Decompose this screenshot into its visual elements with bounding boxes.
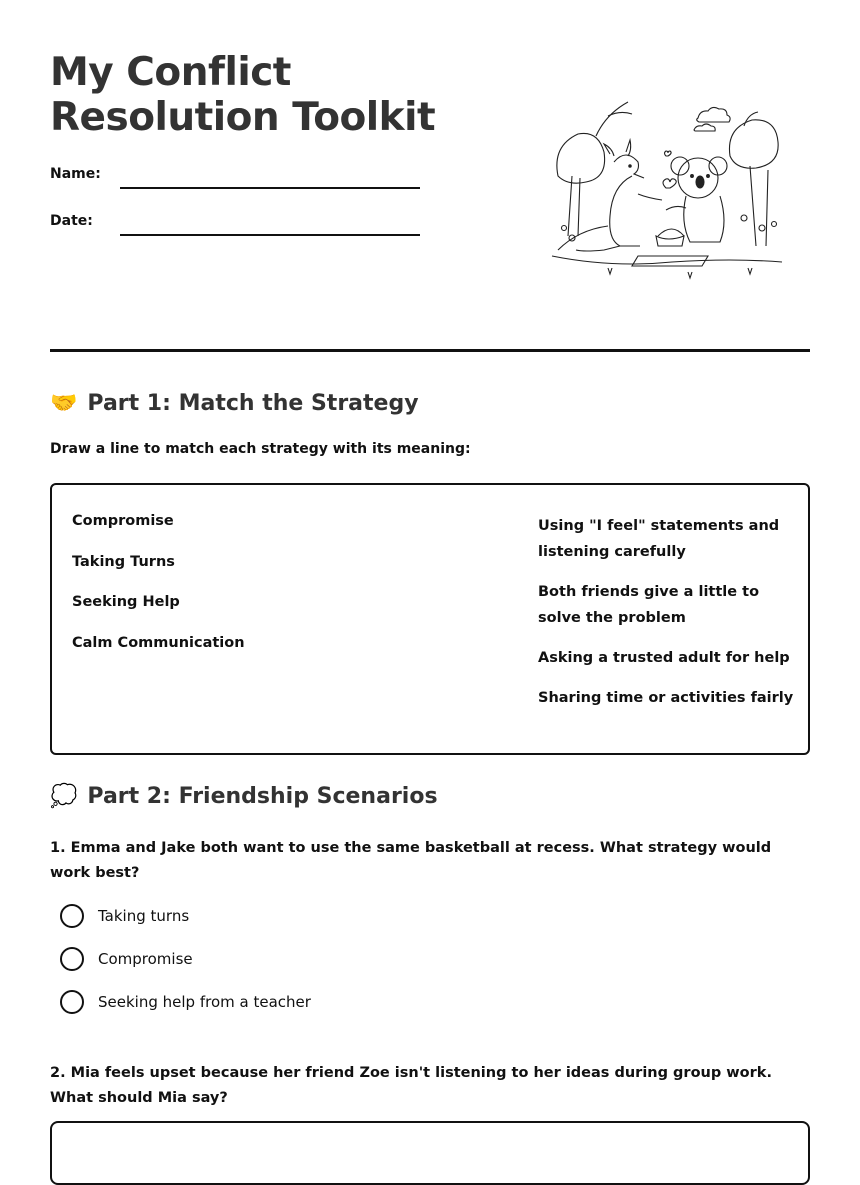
q1-option[interactable] [60, 990, 311, 1014]
name-field-line[interactable] [120, 187, 420, 189]
part2-title: Part 2: Friendship Scenarios [87, 784, 438, 809]
option-label: Taking turns [98, 907, 190, 925]
radio-button[interactable] [60, 947, 84, 971]
part1-heading [50, 391, 419, 416]
option-label: Compromise [98, 950, 193, 968]
strategy-item[interactable]: Compromise [72, 513, 174, 529]
option-label: Seeking help from a teacher [98, 993, 311, 1011]
q2-answer-box[interactable] [50, 1121, 810, 1185]
part2-heading [50, 784, 438, 809]
matching-box [50, 483, 810, 755]
q1-option[interactable] [60, 947, 193, 971]
name-label: Name: [50, 166, 101, 182]
strategy-item[interactable]: Calm Communication [72, 634, 245, 651]
part1-title: Part 1: Match the Strategy [87, 391, 419, 416]
section-divider [50, 349, 810, 352]
meanings-column [538, 513, 794, 725]
strategy-item[interactable]: Taking Turns [72, 553, 175, 570]
strategies-column [72, 513, 245, 675]
strategy-item[interactable]: Seeking Help [72, 594, 180, 611]
page-title: My Conflict Resolution Toolkit [50, 50, 436, 140]
radio-button[interactable] [60, 904, 84, 928]
meaning-item[interactable]: Using "I feel" statements and listening carefully [538, 518, 780, 560]
question-1: 1. Emma and Jake both want to use the same basketball at recess. What strategy would work best? [50, 840, 772, 881]
meaning-item[interactable]: Both friends give a little to solve the problem [538, 584, 760, 626]
date-label: Date: [50, 213, 93, 229]
radio-button[interactable] [60, 990, 84, 1014]
question-2: 2. Mia feels upset because her friend Zoe isn't listening to her ideas during group work. What should Mia say? [50, 1065, 772, 1106]
meaning-item[interactable]: Asking a trusted adult for help [538, 650, 790, 666]
part1-instructions: Draw a line to match each strategy with its meaning: [50, 441, 471, 457]
date-field-line[interactable] [120, 234, 420, 236]
meaning-item[interactable]: Sharing time or activities fairly [538, 690, 794, 706]
kangaroo-koala-illustration [548, 96, 784, 282]
handshake-icon: 🤝 [50, 391, 78, 416]
q1-option[interactable] [60, 904, 189, 928]
thought-bubble-icon: 💭 [50, 784, 78, 809]
